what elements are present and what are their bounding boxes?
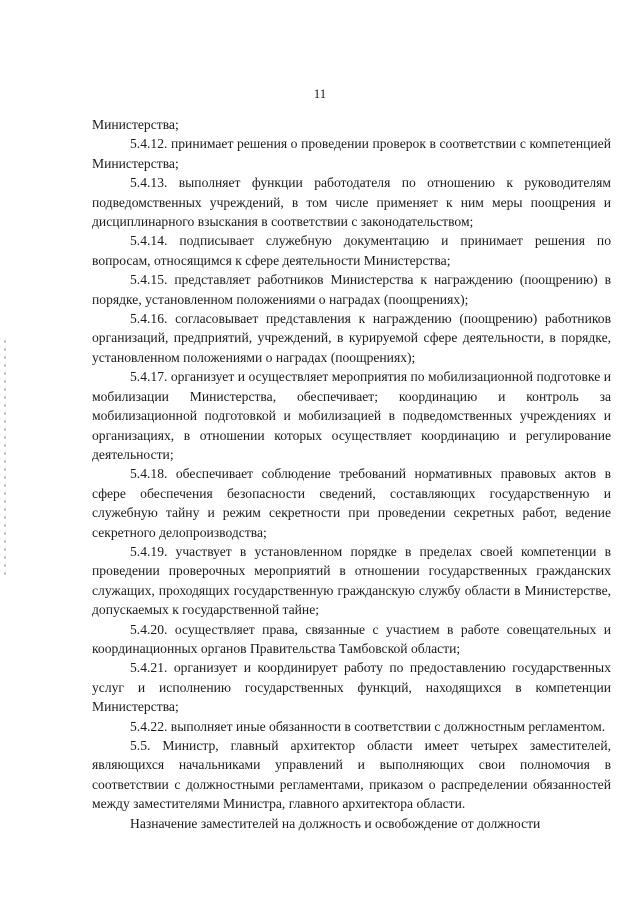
page-number: 11 <box>313 86 327 101</box>
clause-5-4-19: 5.4.19. участвует в установленном порядке в пределах своей компетенции в проведении проверочных мероприятий в отношении государственных гражданских служащих, проходящих государственную гражданскую службу области в Министерстве, допускаемых к государственной тайне; <box>92 543 611 618</box>
clause-5-4-12: 5.4.12. принимает решения о проведении проверок в соответствии с компетенцией Министерства; <box>92 136 611 171</box>
clause-5-4-15: 5.4.15. представляет работников Министерства к награждению (поощрению) в порядке, установленном положениями о наградах (поощрениях); <box>92 272 611 307</box>
scan-margin-mark <box>4 340 6 580</box>
paragraph-deputies-appointment: Назначение заместителей на должность и освобождение от должности <box>130 815 541 831</box>
clause-5-4-14: 5.4.14. подписывает служебную документацию и принимает решения по вопросам, относящимся к сфере деятельности Министерства; <box>92 233 611 268</box>
clause-5-4-16: 5.4.16. согласовывает представления к награждению (поощрению) работников организаций, предприятий, учреждений, в курируемой сфере деятельности, в порядке, установленном положениями о наградах (поощрениях); <box>92 311 611 365</box>
clause-5-4-22: 5.4.22. выполняет иные обязанности в соответствии с должностным регламентом. <box>130 718 606 734</box>
clause-5-4-13: 5.4.13. выполняет функции работодателя по отношению к руководителям подведомственных учреждений, в том числе применяет к ним меры поощрения и дисциплинарного взыскания в соответствии с законодательством; <box>92 175 611 230</box>
paragraph-continuation: Министерства; <box>92 117 179 132</box>
clause-5-4-18: 5.4.18. обеспечивает соблюдение требований нормативных правовых актов в сфере обеспечения безопасности сведений, составляющих государственную и служебную тайну и режим секретности при проведении секретных работ, ведение секретного делопроизводства; <box>92 466 611 540</box>
clause-5-4-21: 5.4.21. организует и координирует работу по предоставлению государственных услуг и исполнению государственных функций, находящихся в компетенции Министерства; <box>92 660 611 715</box>
document-body <box>92 115 611 833</box>
clause-5-5: 5.5. Министр, главный архитектор области имеет четырех заместителей, являющихся начальниками управлений и выполняющих свои полномочия в соответствии с должностными регламентами, приказом о распределении обязанностей между заместителями Министра, главного архитектора области. <box>92 738 611 812</box>
clause-5-4-20: 5.4.20. осуществляет права, связанные с участием в работе совещательных и координационных органов Правительства Тамбовской области; <box>92 621 611 656</box>
clause-5-4-17: 5.4.17. организует и осуществляет мероприятия по мобилизационной подготовке и мобилизации Министерства, обеспечивает; координацию и контроль за мобилизационной подготовкой и мобилизацией в подведомственных учреждениях и организациях, в отношении которых осуществляет координацию и регулирование деятельности; <box>92 369 611 462</box>
